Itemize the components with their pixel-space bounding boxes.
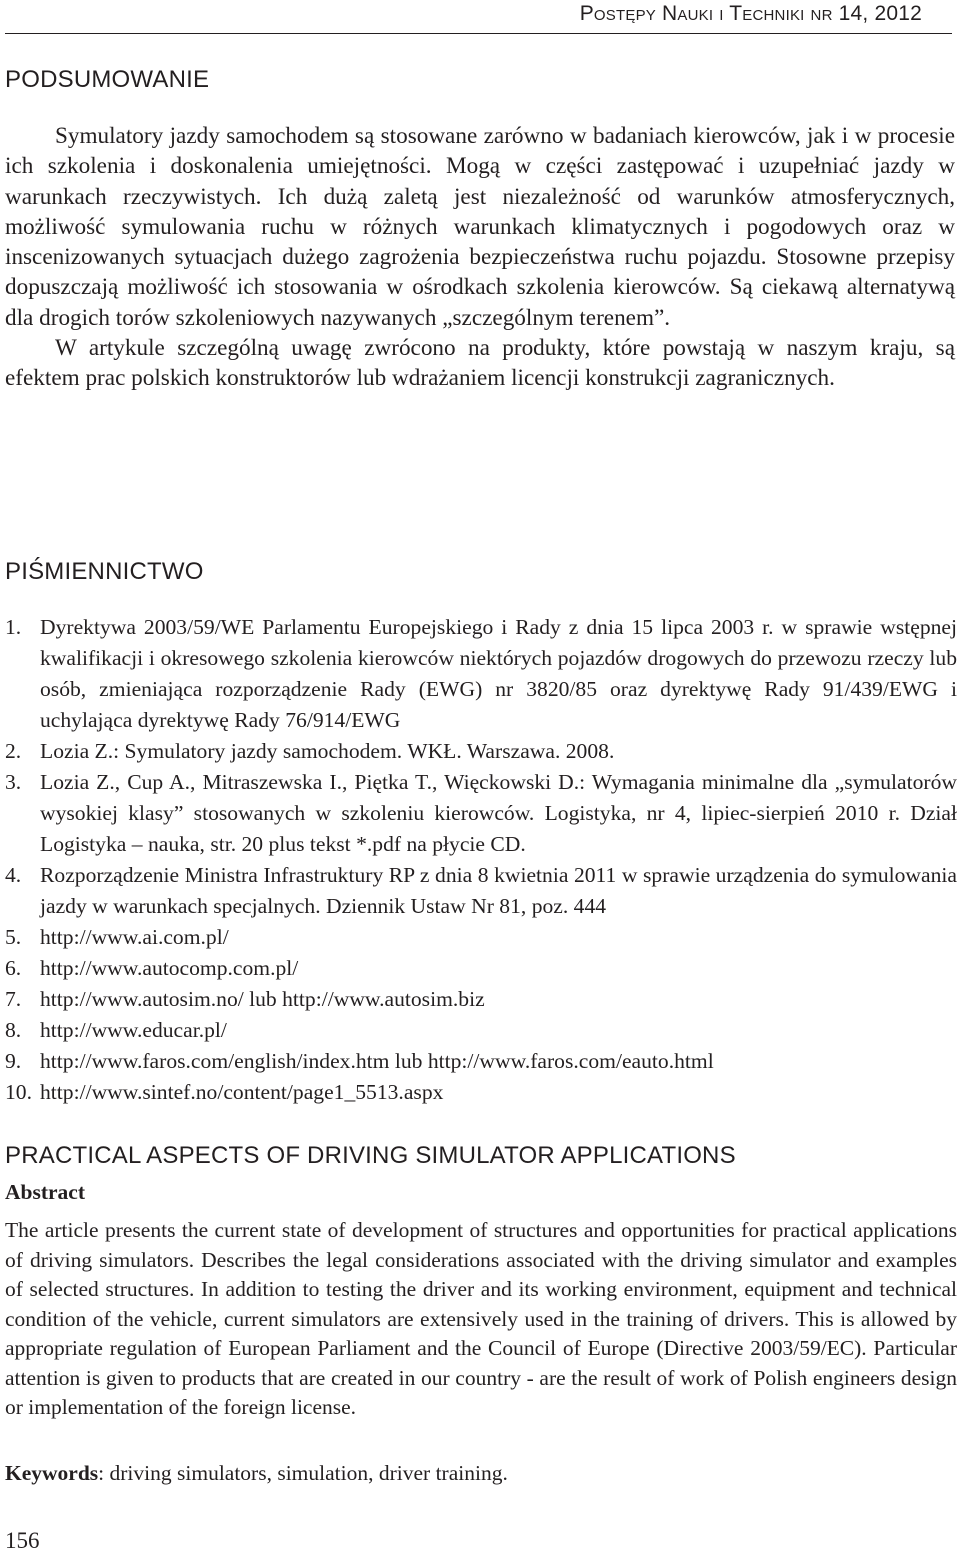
reference-link[interactable]: http://www.sintef.no/content/page1_5513.aspx <box>40 1080 444 1104</box>
page-number: 156 <box>5 1528 40 1553</box>
keywords-text: : driving simulators, simulation, driver training. <box>98 1461 508 1485</box>
reference-number: 8. <box>5 1018 22 1042</box>
reference-number: 7. <box>5 987 22 1011</box>
reference-item <box>5 922 957 953</box>
reference-text: Lozia Z.: Symulatory jazdy samochodem. WKŁ. Warszawa. 2008. <box>40 739 615 763</box>
reference-link[interactable]: http://www.autocomp.com.pl/ <box>40 956 299 980</box>
reference-number: 4. <box>5 863 22 887</box>
reference-text: Dyrektywa 2003/59/WE Parlamentu Europejskiego i Rady z dnia 15 lipca 2003 r. w sprawie wstępnej kwalifikacji i okresowego szkolenia kierowców niektórych pojazdów drogowych do przewozu rzeczy lub osób, zmieniająca rozporządzenie Rady (EWG) nr 3820/85 oraz dyrektywę Rady 91/439/EWG i uchylająca dyrektywę Rady 76/914/EWG <box>40 615 957 732</box>
reference-item <box>5 860 957 922</box>
reference-number: 9. <box>5 1049 22 1073</box>
reference-item <box>5 736 957 767</box>
keywords-line <box>5 1461 508 1486</box>
reference-item <box>5 1077 957 1108</box>
reference-item <box>5 1015 957 1046</box>
english-title: PRACTICAL ASPECTS OF DRIVING SIMULATOR APPLICATIONS <box>5 1142 736 1169</box>
references-heading: PIŚMIENNICTWO <box>5 558 204 585</box>
reference-number: 10. <box>5 1080 32 1104</box>
header-rule <box>5 33 952 34</box>
reference-list <box>5 612 957 1108</box>
reference-link[interactable]: http://www.autosim.no/ lub http://www.autosim.biz <box>40 987 485 1011</box>
reference-number: 6. <box>5 956 22 980</box>
summary-heading: PODSUMOWANIE <box>5 66 210 93</box>
abstract-text: The article presents the current state of development of structures and opportunities for practical applications of driving simulators. Describes the legal considerations associated with the driving simulator and examples of selected structures. In addition to testing the driver and its working environment, equipment and technical condition of the vehicle, current simulators are extensively used in the training of drivers. This is allowed by appropriate regulation of European Parliament and the Council of Europe (Directive 2003/59/EC). Particular attention is given to products that are created in our country - are the result of work of Polish engineers design or implementation of the foreign license. <box>5 1218 957 1419</box>
keywords-label: Keywords <box>5 1461 99 1485</box>
reference-item <box>5 767 957 860</box>
reference-link[interactable]: http://www.educar.pl/ <box>40 1018 227 1042</box>
reference-text: Rozporządzenie Ministra Infrastruktury RP z dnia 8 kwietnia 2011 w sprawie urządzenia do symulowania jazdy w warunkach specjalnych. Dziennik Ustaw Nr 81, poz. 444 <box>40 863 957 918</box>
running-head: Postępy Nauki i Techniki nr 14, 2012 <box>579 2 922 25</box>
reference-number: 3. <box>5 770 22 794</box>
reference-item <box>5 1046 957 1077</box>
reference-link[interactable]: http://www.ai.com.pl/ <box>40 925 229 949</box>
abstract-label: Abstract <box>5 1180 86 1204</box>
reference-number: 5. <box>5 925 22 949</box>
reference-item <box>5 984 957 1015</box>
reference-number: 2. <box>5 739 22 763</box>
reference-number: 1. <box>5 615 22 639</box>
summary-body <box>5 121 955 394</box>
reference-item <box>5 953 957 984</box>
reference-item <box>5 612 957 736</box>
summary-paragraph: W artykule szczególną uwagę zwrócono na produkty, które powstają w naszym kraju, są efektem prac polskich konstruktorów lub wdrażaniem licencji konstrukcji zagranicznych. <box>5 335 955 392</box>
reference-link[interactable]: http://www.faros.com/english/index.htm lub http://www.faros.com/eauto.html <box>40 1049 714 1073</box>
reference-text: Lozia Z., Cup A., Mitraszewska I., Piętka T., Więckowski D.: Wymagania minimalne dla „symulatorów wysokiej klasy” stosowanych w szkoleniu kierowców. Logistyka, nr 4, lipiec-sierpień 2010 r. Dział Logistyka – nauka, str. 20 plus tekst *.pdf na płycie CD. <box>40 770 957 856</box>
summary-paragraph: Symulatory jazdy samochodem są stosowane zarówno w badaniach kierowców, jak i w procesie ich szkolenia i doskonalenia umiejętności. Mogą w części zastępować i uzupełniać jazdy w warunkach rzeczywistych. Ich dużą zaletą jest niezależność od warunków atmosferycznych, możliwość symulowania ruchu w różnych warunkach klimatycznych i pogodowych oraz w inscenizowanych sytuacjach dużego zagrożenia bezpieczeństwa ruchu pojazdu. Stosowne przepisy dopuszczają możliwość ich stosowania w ośrodkach szkolenia kierowców. Są ciekawą alternatywą dla drogich torów szkoleniowych nazywanych „szczególnym terenem”. <box>5 123 955 331</box>
